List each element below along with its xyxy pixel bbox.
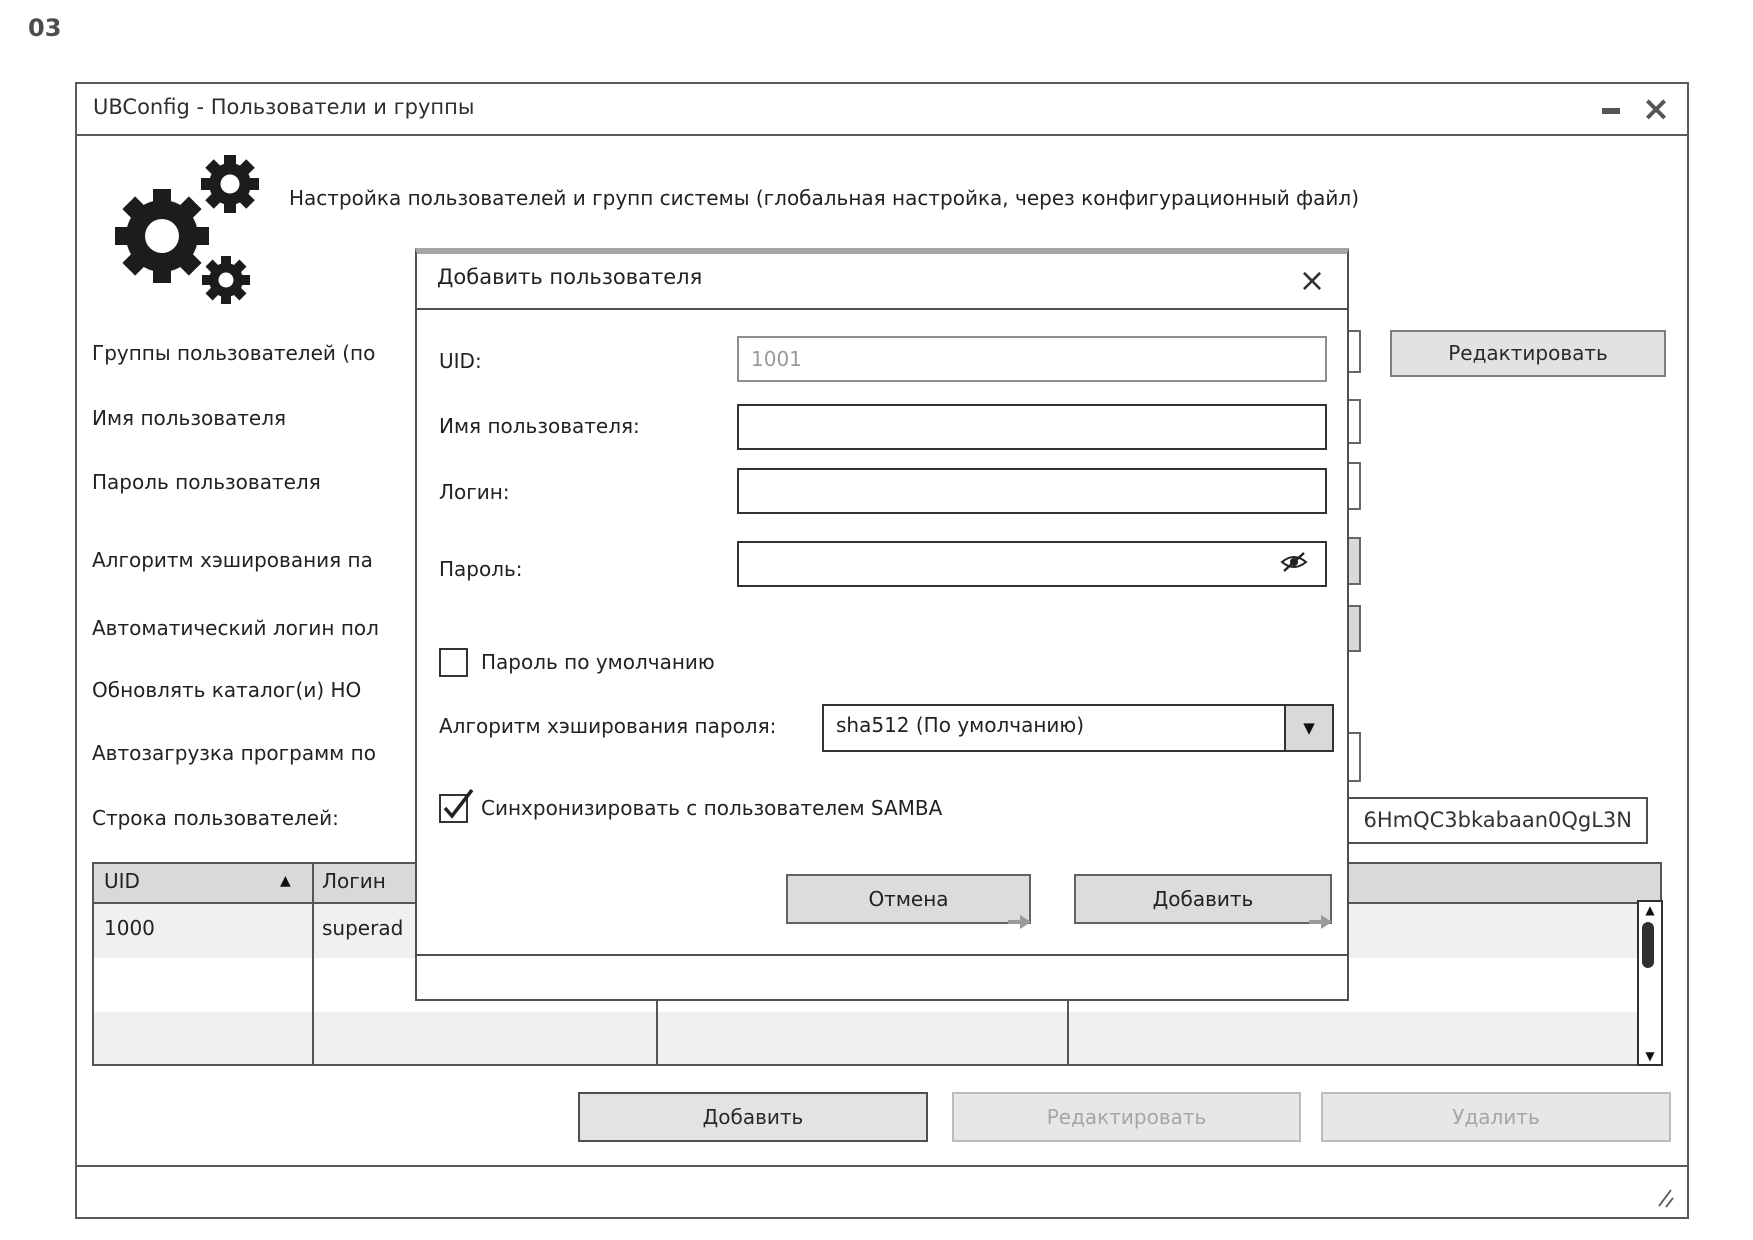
- minimize-icon: [1602, 108, 1620, 114]
- window-title: UBConfig - Пользователи и группы: [93, 95, 475, 119]
- window-description: Настройка пользователей и групп системы (глобальная настройка, через конфигурационный файл): [289, 186, 1359, 210]
- delete-user-button: Удалить: [1321, 1092, 1671, 1142]
- scroll-up-icon[interactable]: ▲: [1645, 903, 1655, 917]
- sort-asc-icon: ▲: [280, 873, 291, 889]
- cursor-arrow-icon: [1308, 914, 1334, 931]
- default-password-label: Пароль по умолчанию: [481, 650, 715, 674]
- form-label-user-string: Строка пользователей:: [92, 806, 339, 830]
- user-string-field[interactable]: 6HmQC3bkabaan0QgL3N: [422, 797, 1648, 844]
- gears-icon: [107, 154, 277, 312]
- add-user-button[interactable]: Добавить: [578, 1092, 928, 1142]
- hash-algorithm-label: Алгоритм хэширования пароля:: [439, 714, 777, 738]
- table-header-uid[interactable]: UID: [104, 869, 140, 893]
- add-user-dialog: [415, 248, 1349, 1001]
- form-label-auto-login: Автоматический логин пол: [92, 616, 379, 640]
- column-divider: [312, 864, 314, 1064]
- dialog-titlebar: [417, 254, 1347, 310]
- resize-handle-icon[interactable]: [1653, 1187, 1675, 1209]
- table-scrollbar[interactable]: [1637, 900, 1663, 1066]
- name-field[interactable]: [737, 404, 1327, 450]
- scroll-down-icon[interactable]: ▼: [1645, 1049, 1655, 1063]
- cell-login: superad: [322, 916, 404, 940]
- uid-field: [737, 336, 1327, 382]
- window-statusbar: [77, 1165, 1687, 1215]
- form-label-user-groups: Группы пользователей (по: [92, 341, 376, 365]
- form-label-password: Пароль пользователя: [92, 470, 321, 494]
- dialog-add-button[interactable]: [1074, 874, 1332, 924]
- table-header-login[interactable]: Логин: [322, 869, 386, 893]
- close-icon: ×: [1641, 89, 1671, 129]
- samba-sync-label: Синхронизировать с пользователем SAMBA: [481, 796, 943, 820]
- dropdown-arrow-button[interactable]: [1284, 706, 1332, 750]
- scrollbar-thumb[interactable]: [1642, 922, 1654, 968]
- login-label: Логин:: [439, 480, 510, 504]
- form-label-hash-algorithm: Алгоритм хэширования па: [92, 548, 373, 572]
- form-label-username: Имя пользователя: [92, 406, 287, 430]
- hash-algorithm-value: sha512 (По умолчанию): [836, 713, 1085, 737]
- close-button[interactable]: [1637, 88, 1675, 130]
- edit-user-button: Редактировать: [952, 1092, 1301, 1142]
- check-icon: [439, 786, 479, 824]
- close-icon: ×: [1298, 261, 1326, 299]
- hash-algorithm-select[interactable]: [822, 704, 1334, 752]
- uid-label: UID:: [439, 349, 482, 373]
- samba-sync-checkbox[interactable]: [439, 794, 468, 823]
- cell-uid: 1000: [104, 916, 155, 940]
- dialog-title: Добавить пользователя: [437, 265, 703, 289]
- dialog-bottom-divider: [415, 954, 1349, 956]
- form-label-autostart: Автозагрузка программ по: [92, 741, 376, 765]
- edit-groups-button[interactable]: Редактировать: [1390, 330, 1666, 377]
- eye-off-icon[interactable]: [1279, 550, 1309, 574]
- form-label-update-home: Обновлять каталог(и) HO: [92, 678, 362, 702]
- password-field[interactable]: [737, 541, 1327, 587]
- default-password-checkbox[interactable]: [439, 648, 468, 677]
- cancel-button-label: Отмена: [868, 887, 949, 911]
- password-label: Пароль:: [439, 557, 523, 581]
- cursor-arrow-icon: [1007, 914, 1033, 931]
- window-titlebar: [77, 84, 1687, 136]
- figure-label: 03: [28, 14, 62, 42]
- name-label: Имя пользователя:: [439, 414, 640, 438]
- dropdown-arrow-icon: ▼: [1303, 719, 1315, 737]
- login-field[interactable]: [737, 468, 1327, 514]
- minimize-button[interactable]: [1595, 92, 1627, 126]
- table-row[interactable]: [94, 1012, 1660, 1064]
- dialog-add-button-label: Добавить: [1152, 887, 1254, 911]
- dialog-close-button[interactable]: [1293, 258, 1331, 302]
- cancel-button[interactable]: [786, 874, 1031, 924]
